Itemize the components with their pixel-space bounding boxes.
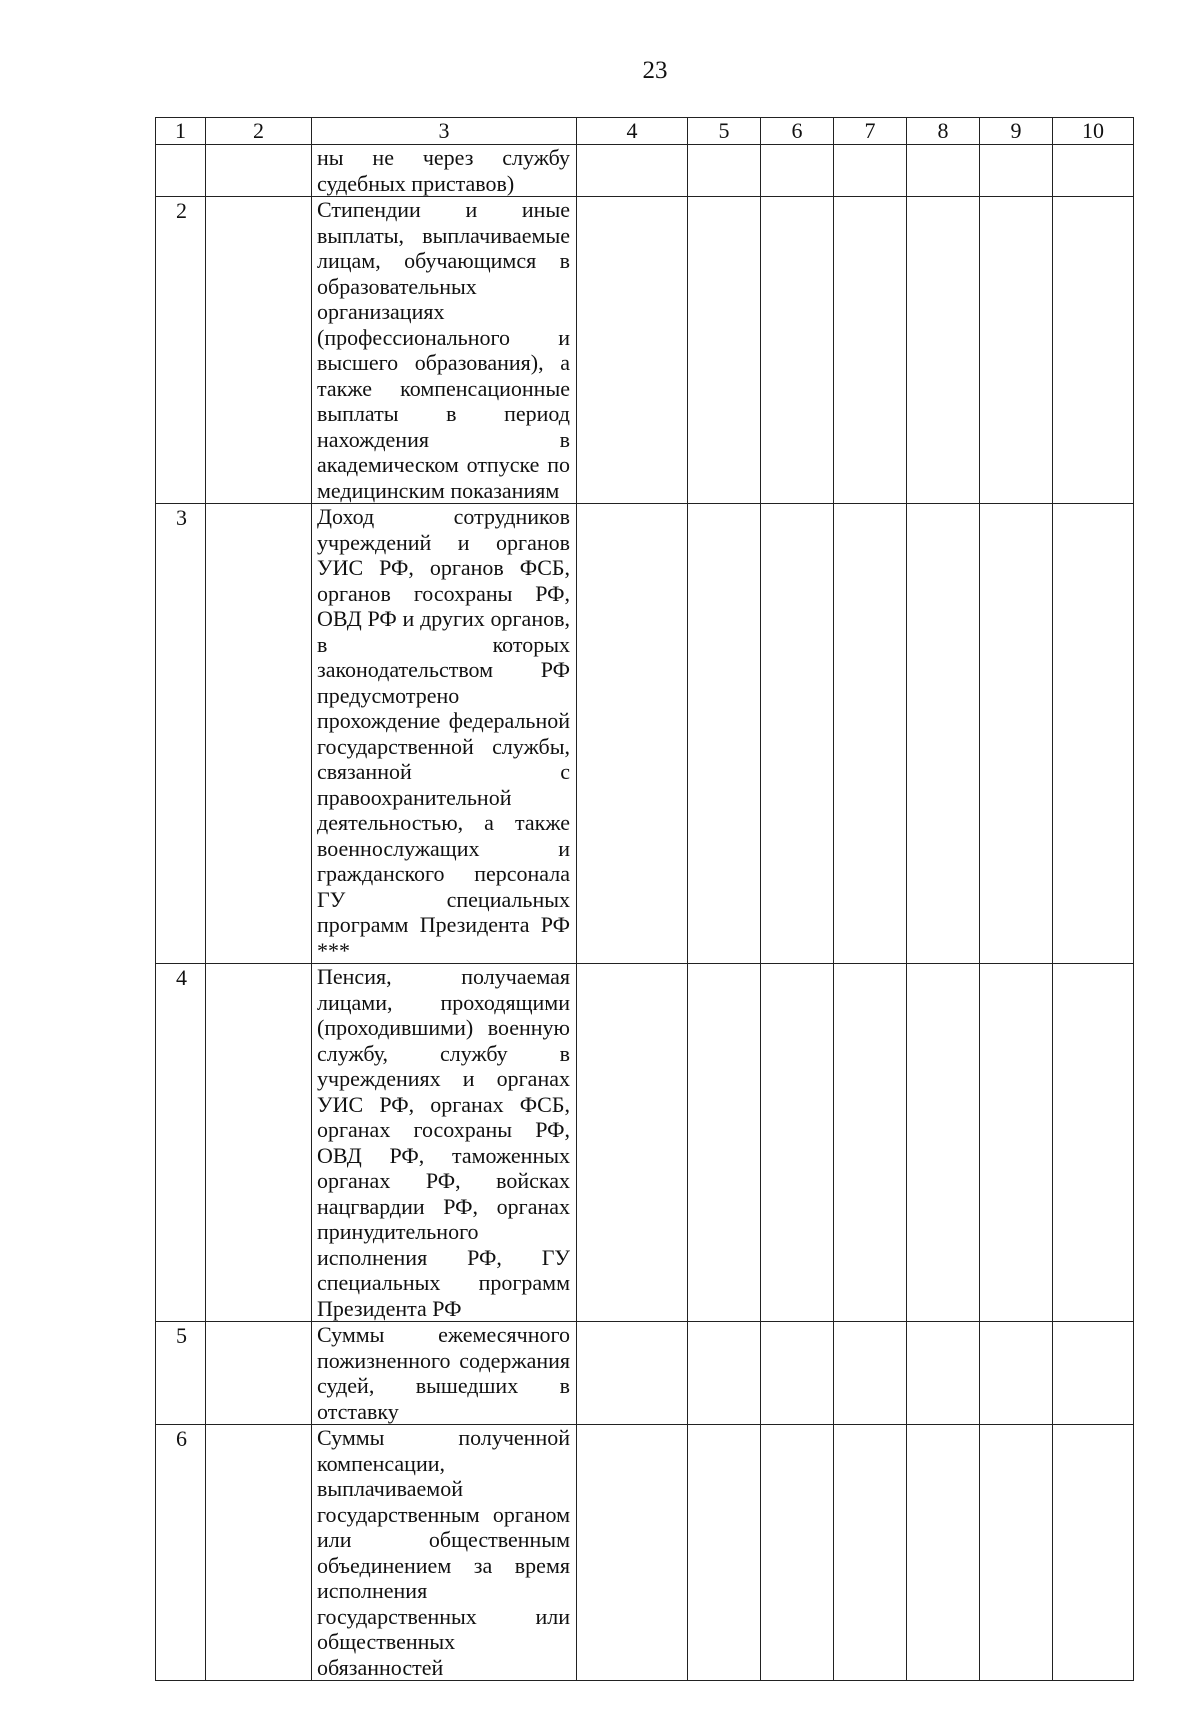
table-cell	[577, 197, 688, 504]
table-cell	[980, 197, 1053, 504]
table-cell	[688, 1322, 761, 1425]
table-cell	[980, 1322, 1053, 1425]
column-header: 7	[834, 118, 907, 145]
column-header: 5	[688, 118, 761, 145]
table-cell	[907, 1322, 980, 1425]
table-cell	[907, 504, 980, 964]
table-cell	[980, 1425, 1053, 1681]
table-row	[156, 504, 1134, 964]
row-number: 2	[156, 197, 206, 504]
table-cell	[206, 197, 312, 504]
table-cell	[577, 1322, 688, 1425]
table-cell	[834, 1322, 907, 1425]
row-number: 6	[156, 1425, 206, 1681]
column-header: 10	[1053, 118, 1134, 145]
row-description: Стипендии и иные выплаты, выплачиваемые лицам, обучающимся в образовательных организациях (профессионального и высшего образования), а также компенсационные выплаты в период нахождения в академическом отпуске по медицинским показаниям	[312, 197, 577, 504]
column-header: 9	[980, 118, 1053, 145]
income-table	[155, 117, 1134, 1681]
row-number: 3	[156, 504, 206, 964]
table-cell	[761, 197, 834, 504]
table-cell	[834, 1425, 907, 1681]
row-description: Суммы полученной компенсации, выплачиваемой государственным органом или общественным объединением за время исполнения государственных или общественных обязанностей	[312, 1425, 577, 1681]
table-cell	[206, 964, 312, 1322]
column-header: 3	[312, 118, 577, 145]
table-cell	[907, 145, 980, 197]
table-cell	[907, 197, 980, 504]
row-description: ны не через службу судебных приставов)	[312, 145, 577, 197]
table-cell	[1053, 197, 1134, 504]
table-cell	[1053, 1425, 1134, 1681]
table-cell	[206, 504, 312, 964]
row-description: Доход сотрудников учреждений и органов УИС РФ, органов ФСБ, органов госохраны РФ, ОВД РФ и других органов, в которых законодательством РФ предусмотрено прохождение федеральной государственной службы, связанной с правоохранительной деятельностью, а также военнослужащих и гражданского персонала ГУ специальных программ Президента РФ ***	[312, 504, 577, 964]
table-cell	[577, 145, 688, 197]
table-cell	[980, 145, 1053, 197]
table-cell	[577, 1425, 688, 1681]
row-description: Суммы ежемесячного пожизненного содержания судей, вышедших в отставку	[312, 1322, 577, 1425]
row-number: 4	[156, 964, 206, 1322]
table-cell	[980, 964, 1053, 1322]
table-row	[156, 197, 1134, 504]
table-row	[156, 145, 1134, 197]
table-cell	[761, 1322, 834, 1425]
table-cell	[1053, 504, 1134, 964]
table-cell	[688, 197, 761, 504]
table-cell	[761, 1425, 834, 1681]
page-number: 23	[642, 57, 668, 84]
column-header: 4	[577, 118, 688, 145]
row-number	[156, 145, 206, 197]
table-cell	[688, 964, 761, 1322]
table-cell	[688, 504, 761, 964]
table-cell	[980, 504, 1053, 964]
table-cell	[206, 1425, 312, 1681]
table-cell	[206, 145, 312, 197]
table-cell	[577, 964, 688, 1322]
column-header: 2	[206, 118, 312, 145]
table-cell	[907, 1425, 980, 1681]
table-row	[156, 1425, 1134, 1681]
table-cell	[834, 145, 907, 197]
table-cell	[761, 145, 834, 197]
row-number: 5	[156, 1322, 206, 1425]
table-cell	[834, 964, 907, 1322]
table-row	[156, 964, 1134, 1322]
row-description: Пенсия, получаемая лицами, проходящими (проходившими) военную службу, службу в учреждениях и органах УИС РФ, органах ФСБ, органах госохраны РФ, ОВД РФ, таможенных органах РФ, войсках нацгвардии РФ, органах принудительного исполнения РФ, ГУ специальных программ Президента РФ	[312, 964, 577, 1322]
table-cell	[761, 964, 834, 1322]
table-row	[156, 1322, 1134, 1425]
table-cell	[688, 145, 761, 197]
table-cell	[1053, 145, 1134, 197]
table-cell	[206, 1322, 312, 1425]
column-header: 1	[156, 118, 206, 145]
table-cell	[1053, 964, 1134, 1322]
table-cell	[834, 197, 907, 504]
table-cell	[907, 964, 980, 1322]
table-cell	[761, 504, 834, 964]
table-cell	[834, 504, 907, 964]
column-header-row	[156, 118, 1134, 145]
table-cell	[688, 1425, 761, 1681]
table-cell	[1053, 1322, 1134, 1425]
column-header: 6	[761, 118, 834, 145]
column-header: 8	[907, 118, 980, 145]
table-cell	[577, 504, 688, 964]
